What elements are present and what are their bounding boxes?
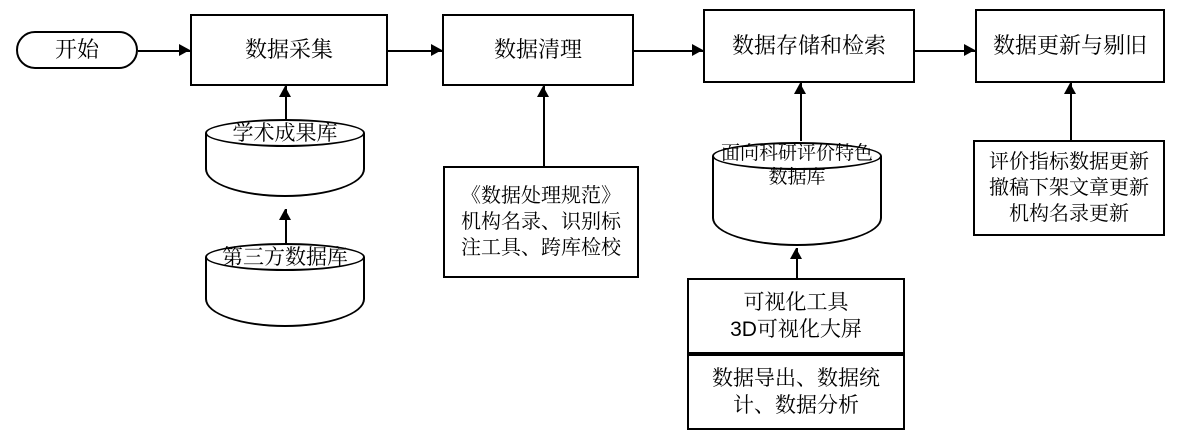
box-update-indicators [973,140,1165,236]
db-research-evaluation-feature [712,142,882,246]
visualization-line-2: 3D可视化大屏 [730,318,862,341]
db-academic-results [205,119,365,197]
node-data-cleaning [442,14,634,86]
arrow-collection-to-cleaning [388,40,442,60]
node-data-collection [190,14,388,86]
db-feature-label: 面向科研评价特色 数据库 [720,143,873,188]
export-line-1: 数据导出、数据统 [712,366,880,390]
arrow-spec-to-cleaning [533,86,553,166]
node-data-storage-retrieval [703,9,915,83]
visualization-line-1: 可视化工具 [743,290,849,314]
arrow-cleaning-to-storage [634,40,703,60]
node-data-update-purge [975,9,1165,83]
arrow-storage-to-update [915,40,975,60]
arrow-academic-db-to-collection [275,86,295,121]
arrow-visualization-to-feature-db [786,248,806,278]
db-academic-results-label: 学术成果库 [232,122,338,145]
update-line-2: 撤稿下架文章更新 [989,177,1149,199]
arrow-third-party-db-to-academic-db [275,209,295,245]
db-third-party [205,243,365,327]
box-visualization-tools [687,278,905,354]
node-start [16,31,138,69]
node-start-label: 开始 [54,36,99,62]
box-data-processing-spec [443,166,639,278]
box-data-export-stats [687,354,905,430]
update-line-1: 评价指标数据更新 [989,151,1149,173]
db-third-party-label: 第三方数据库 [222,246,348,269]
spec-line-1: 《数据处理规范》 [461,185,621,207]
node-data-update-purge-label: 数据更新与剔旧 [992,32,1147,58]
node-data-storage-retrieval-label: 数据存储和检索 [731,32,886,58]
update-line-3: 机构名录更新 [1009,203,1129,225]
export-line-2: 计、数据分析 [733,394,859,417]
arrow-start-to-collection [138,40,190,60]
node-data-collection-label: 数据采集 [244,36,333,62]
arrow-update-box-to-update-node [1060,83,1080,140]
node-data-cleaning-label: 数据清理 [493,36,582,62]
spec-line-3: 注工具、跨库检校 [461,237,621,259]
spec-line-2: 机构名录、识别标 [461,211,621,233]
arrow-feature-db-to-storage [790,83,810,141]
